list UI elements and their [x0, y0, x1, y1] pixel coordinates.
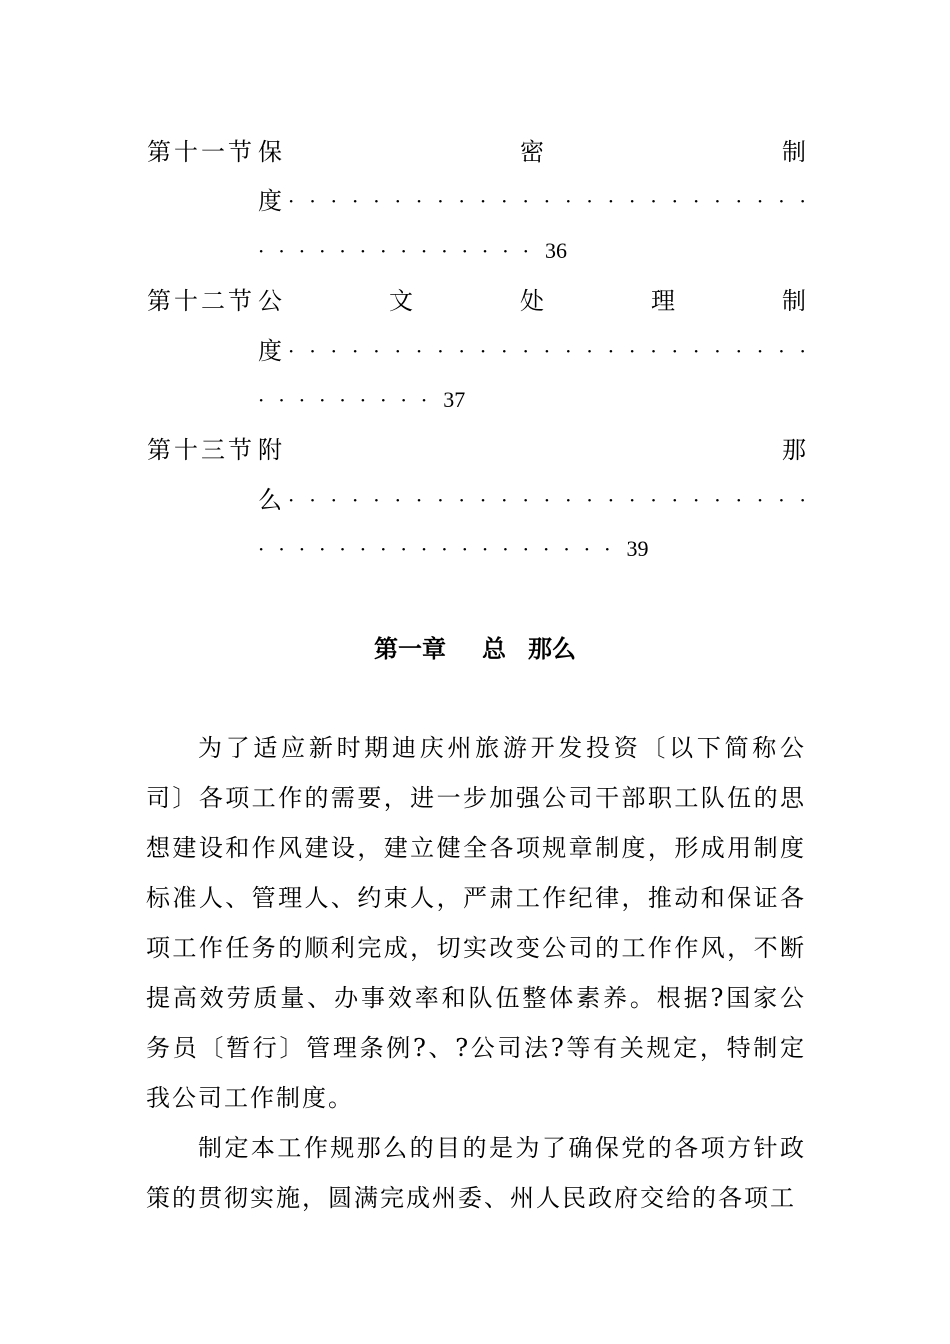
chapter-number: 第一章 [374, 635, 446, 663]
body-paragraph: 制定本工作规那么的目的是为了确保党的各项方针政策的贯彻实施，圆满完成州委、州人民政府交给的各项工 [146, 1134, 806, 1212]
page-number: 36 [545, 238, 568, 263]
chapter-heading [0, 633, 950, 665]
page-number: 37 [443, 387, 466, 412]
toc-label: 第十三节 [147, 436, 255, 464]
toc-label: 第十二节 [147, 287, 255, 315]
toc-page-row: ·················· 39 [258, 534, 648, 564]
chapter-title-part: 那么 [528, 635, 576, 663]
toc-leader-row: 度 · · · · · · · · · · · · · · · · · · · · · · · · · [258, 337, 806, 365]
toc-page-row: ········· 37 [258, 385, 465, 415]
toc-title: 附 那 [258, 436, 806, 464]
toc-page-row: ·············· 36 [258, 236, 567, 266]
toc-leader-row: 么 · · · · · · · · · · · · · · · · · · · · · · · · · [258, 486, 806, 514]
dot-leader: · · · · · · · · · · · · · · · · · · · · · · · · · [288, 488, 806, 512]
dot-leader: · · · · · · · · · · · · · · · · · · · · · · · · · [288, 189, 806, 213]
dot-leader: · · · · · · · · · · · · · · · · · · · · · · · · · [288, 339, 806, 363]
toc-leader-row: 度 · · · · · · · · · · · · · · · · · · · · · · · · · [258, 187, 806, 215]
toc-title: 保 密 制 [258, 138, 806, 166]
toc-title: 公 文 处 理 制 [258, 287, 806, 315]
body-paragraph: 为了适应新时期迪庆州旅游开发投资〔以下简称公司〕各项工作的需要，进一步加强公司干部职工队伍的思想建设和作风建设，建立健全各项规章制度，形成用制度标准人、管理人、约束人，严肃工作纪律，推动和保证各项工作任务的顺利完成，切实改变公司的工作作风，不断提高效劳质量、办事效率和队伍整体素养。根据?国家公务员〔暂行〕管理条例?、?公司法?等有关规定，特制定我公司工作制度。 [146, 734, 806, 1112]
toc-label: 第十一节 [147, 138, 255, 166]
page-number: 39 [626, 536, 649, 561]
chapter-title-part: 总 [482, 635, 506, 663]
